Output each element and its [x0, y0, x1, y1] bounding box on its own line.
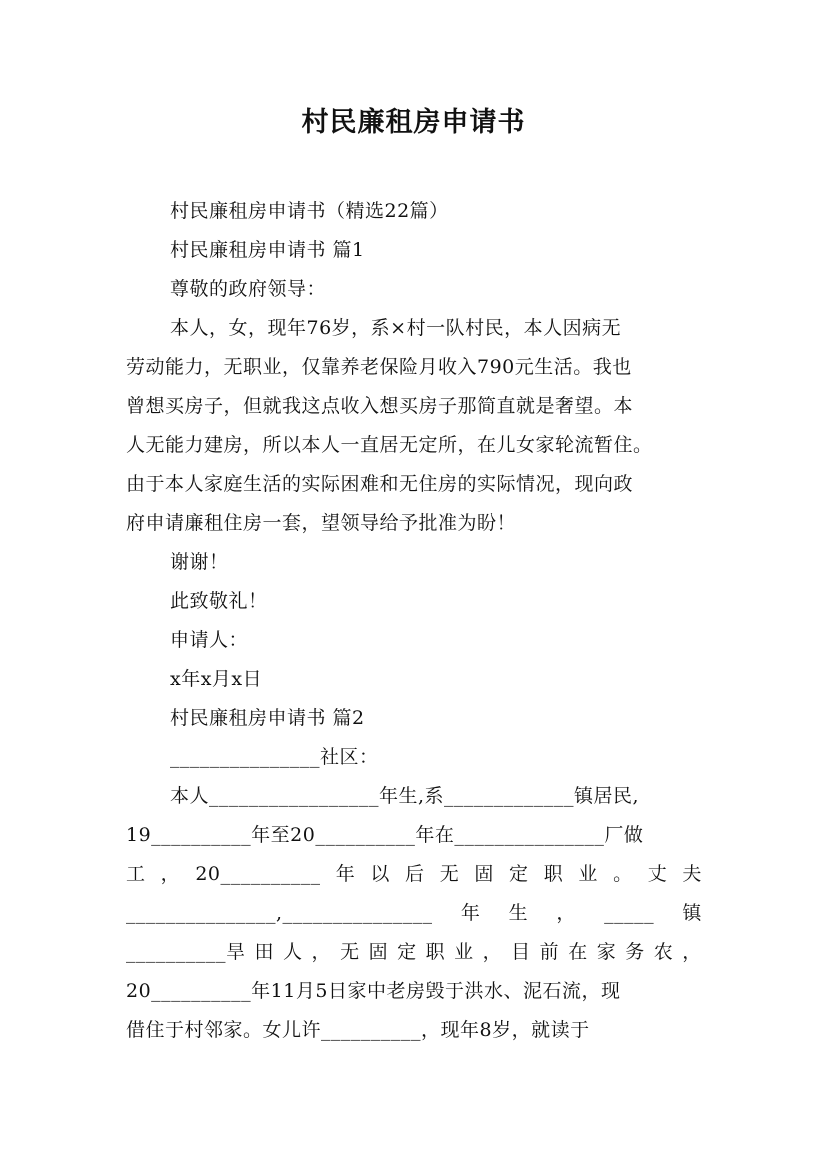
- justified-line: 工 ， 20__________ 年 以 后 无 固 定 职 业 。 丈 夫: [126, 863, 702, 885]
- closing-line: 此致敬礼！: [170, 590, 268, 612]
- community-line: _______________社区：: [170, 746, 379, 768]
- subtitle-line: 村民廉租房申请书（精选22篇）: [170, 200, 449, 222]
- applicant-line: 申请人：: [170, 629, 249, 651]
- paragraph-line: 劳动能力，无职业，仅靠养老保险月收入790元生活。我也: [126, 356, 632, 378]
- paragraph-line: 本人_________________年生,系_____________镇居民,: [170, 785, 640, 807]
- section-heading-1: 村民廉租房申请书 篇1: [170, 239, 365, 261]
- paragraph-line: 本人，女，现年76岁，系×村一队村民，本人因病无: [170, 317, 622, 339]
- section-heading-2: 村民廉租房申请书 篇2: [170, 707, 365, 729]
- paragraph-line: 府申请廉租住房一套，望领导给予批准为盼！: [126, 512, 517, 534]
- paragraph-line: 由于本人家庭生活的实际困难和无住房的实际情况，现向政: [126, 473, 634, 495]
- paragraph-line: 曾想买房子，但就我这点收入想买房子那简直就是奢望。本: [126, 395, 634, 417]
- justified-line: __________旱 田 人 ， 无 固 定 职 业 ， 目 前 在 家 务 农 ，: [126, 941, 702, 963]
- document-body: [126, 192, 702, 1050]
- salutation: 尊敬的政府领导：: [170, 278, 327, 300]
- paragraph-line: 20__________年11月5日家中老房毁于洪水、泥石流，现: [126, 980, 621, 1002]
- paragraph-line: 借住于村邻家。女儿许__________，现年8岁，就读于: [126, 1019, 590, 1041]
- document-title: 村民廉租房申请书: [301, 107, 526, 138]
- thanks-line: 谢谢！: [170, 551, 229, 573]
- date-line: x年x月x日: [170, 668, 263, 690]
- paragraph-line: 19__________年至20__________年在_______________厂做: [126, 824, 644, 846]
- justified-line: _______________,_______________ 年 生 ， _____ 镇: [126, 902, 702, 924]
- paragraph-line: 人无能力建房，所以本人一直居无定所，在儿女家轮流暂住。: [126, 434, 653, 456]
